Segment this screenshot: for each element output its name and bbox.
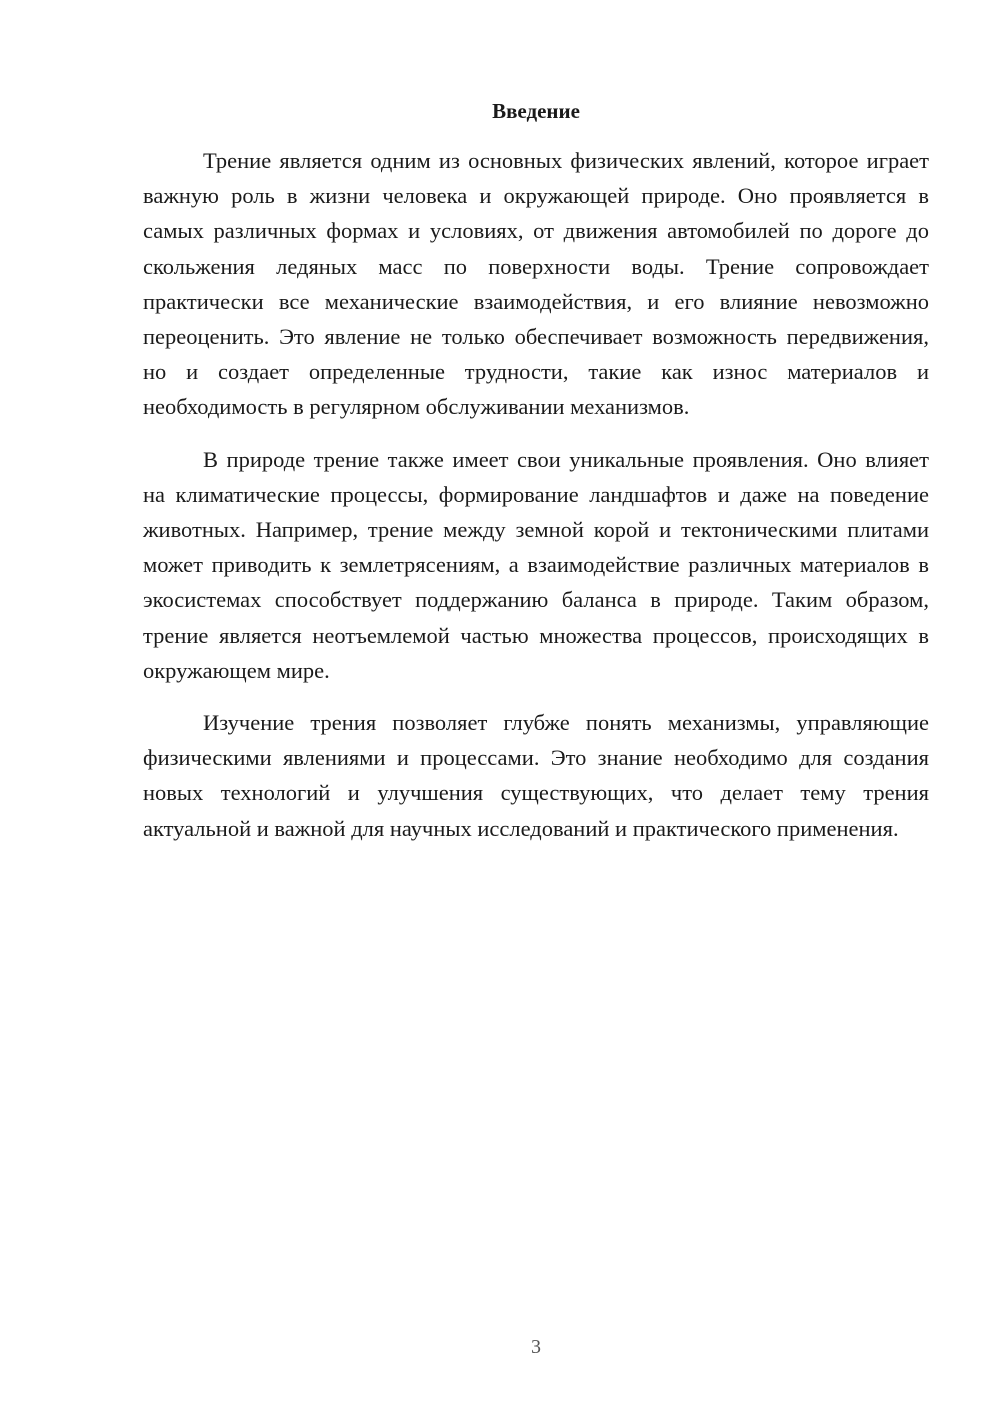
paragraph-2: В природе трение также имеет свои уникальные проявления. Оно влияет на климатические процессы, формирование ландшафтов и даже на поведение животных. Например, трение между земной корой и тектоническими плитами может приводить к землетрясениям, а взаимодействие различных материалов в экосистемах способствует поддержанию баланса в природе. Таким образом, трение является неотъемлемой частью множества процессов, происходящих в окружающем мире. (143, 446, 929, 683)
paragraph-3: Изучение трения позволяет глубже понять механизмы, управляющие физическими явлениями и процессами. Это знание необходимо для создания новых технологий и улучшения существующих, что делает тему трения актуальной и важной для научных исследований и практического применения. (143, 710, 929, 841)
paragraph-1: Трение является одним из основных физических явлений, которое играет важную роль в жизни человека и окружающей природе. Оно проявляется в самых различных формах и условиях, от движения автомобилей по дороге до скольжения ледяных масс по поверхности воды. Трение сопровождает практически все механические взаимодействия, и его влияние невозможно переоценить. Это явление не только обеспечивает возможность передвижения, но и создает определенные трудности, такие как износ материалов и необходимость в регулярном обслуживании механизмов. (143, 148, 929, 420)
body-text (143, 143, 929, 863)
page-title: Введение (492, 99, 580, 123)
page-number: 3 (531, 1336, 541, 1358)
